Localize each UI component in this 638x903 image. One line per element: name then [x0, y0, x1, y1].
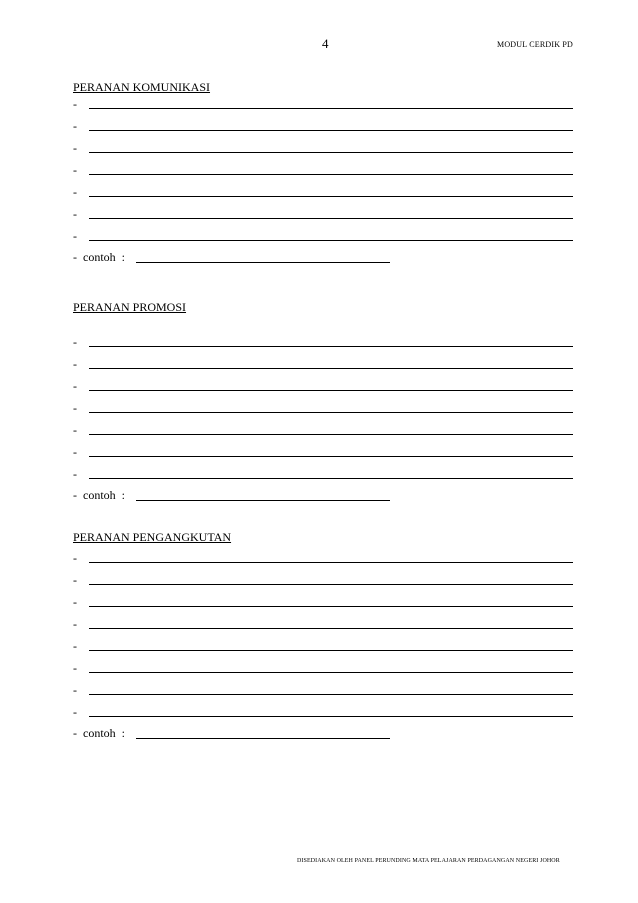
answer-line-row	[73, 659, 573, 681]
answer-lines	[73, 95, 573, 249]
bullet-dash: -	[73, 467, 77, 481]
answer-blank-line	[89, 694, 573, 695]
section-title: PERANAN PROMOSI	[73, 300, 187, 314]
answer-blank-line	[89, 368, 573, 369]
contoh-label: - contoh :	[73, 250, 125, 264]
bullet-dash: -	[73, 445, 77, 459]
answer-blank-line	[89, 174, 573, 175]
answer-line-row	[73, 465, 573, 487]
bullet-dash: -	[73, 163, 77, 177]
answer-line-row	[73, 615, 573, 637]
bullet-dash: -	[73, 683, 77, 697]
answer-line-row	[73, 637, 573, 659]
bullet-dash: -	[73, 357, 77, 371]
answer-lines	[73, 549, 573, 725]
contoh-answer-line	[136, 738, 390, 739]
answer-line-row	[73, 161, 573, 183]
bullet-dash: -	[73, 229, 77, 243]
answer-line-row	[73, 443, 573, 465]
bullet-dash: -	[73, 595, 77, 609]
section-pengangkutan	[73, 529, 573, 745]
answer-blank-line	[89, 108, 573, 109]
contoh-label: - contoh :	[73, 488, 125, 502]
answer-blank-line	[89, 152, 573, 153]
bullet-dash: -	[73, 401, 77, 415]
answer-line-row	[73, 421, 573, 443]
bullet-dash: -	[73, 661, 77, 675]
answer-blank-line	[89, 478, 573, 479]
answer-blank-line	[89, 218, 573, 219]
answer-line-row	[73, 571, 573, 593]
answer-blank-line	[89, 650, 573, 651]
bullet-dash: -	[73, 97, 77, 111]
answer-line-row	[73, 549, 573, 571]
answer-blank-line	[89, 196, 573, 197]
answer-blank-line	[89, 562, 573, 563]
answer-line-row	[73, 227, 573, 249]
answer-blank-line	[89, 628, 573, 629]
answer-line-row	[73, 183, 573, 205]
answer-blank-line	[89, 434, 573, 435]
answer-blank-line	[89, 584, 573, 585]
section-promosi	[73, 299, 573, 507]
bullet-dash: -	[73, 119, 77, 133]
answer-line-row	[73, 117, 573, 139]
bullet-dash: -	[73, 705, 77, 719]
answer-line-row	[73, 399, 573, 421]
page-header-number: 4	[322, 36, 329, 51]
bullet-dash: -	[73, 379, 77, 393]
bullet-dash: -	[73, 617, 77, 631]
page-footer: DISEDIAKAN OLEH PANEL PERUNDING MATA PELAJARAN PERDAGANGAN NEGERI JOHOR	[297, 858, 560, 864]
bullet-dash: -	[73, 185, 77, 199]
contoh-row	[73, 725, 573, 745]
answer-line-row	[73, 593, 573, 615]
answer-blank-line	[89, 672, 573, 673]
answer-blank-line	[89, 716, 573, 717]
bullet-dash: -	[73, 551, 77, 565]
page-header-title: MODUL CERDIK PD	[497, 40, 574, 49]
answer-blank-line	[89, 346, 573, 347]
contoh-row	[73, 487, 573, 507]
answer-line-row	[73, 205, 573, 227]
answer-line-row	[73, 139, 573, 161]
bullet-dash: -	[73, 141, 77, 155]
section-title: PERANAN PENGANGKUTAN	[73, 530, 232, 544]
answer-line-row	[73, 377, 573, 399]
answer-blank-line	[89, 130, 573, 131]
answer-lines	[73, 333, 573, 487]
answer-line-row	[73, 333, 573, 355]
answer-line-row	[73, 355, 573, 377]
bullet-dash: -	[73, 335, 77, 349]
answer-blank-line	[89, 412, 573, 413]
contoh-label: - contoh :	[73, 726, 125, 740]
bullet-dash: -	[73, 207, 77, 221]
answer-line-row	[73, 681, 573, 703]
bullet-dash: -	[73, 423, 77, 437]
contoh-row	[73, 249, 573, 269]
section-title: PERANAN KOMUNIKASI	[73, 80, 211, 94]
answer-line-row	[73, 703, 573, 725]
contoh-answer-line	[136, 262, 390, 263]
answer-blank-line	[89, 456, 573, 457]
contoh-answer-line	[136, 500, 390, 501]
answer-blank-line	[89, 606, 573, 607]
bullet-dash: -	[73, 639, 77, 653]
answer-line-row	[73, 95, 573, 117]
bullet-dash: -	[73, 573, 77, 587]
answer-blank-line	[89, 240, 573, 241]
answer-blank-line	[89, 390, 573, 391]
section-komunikasi	[73, 79, 573, 269]
